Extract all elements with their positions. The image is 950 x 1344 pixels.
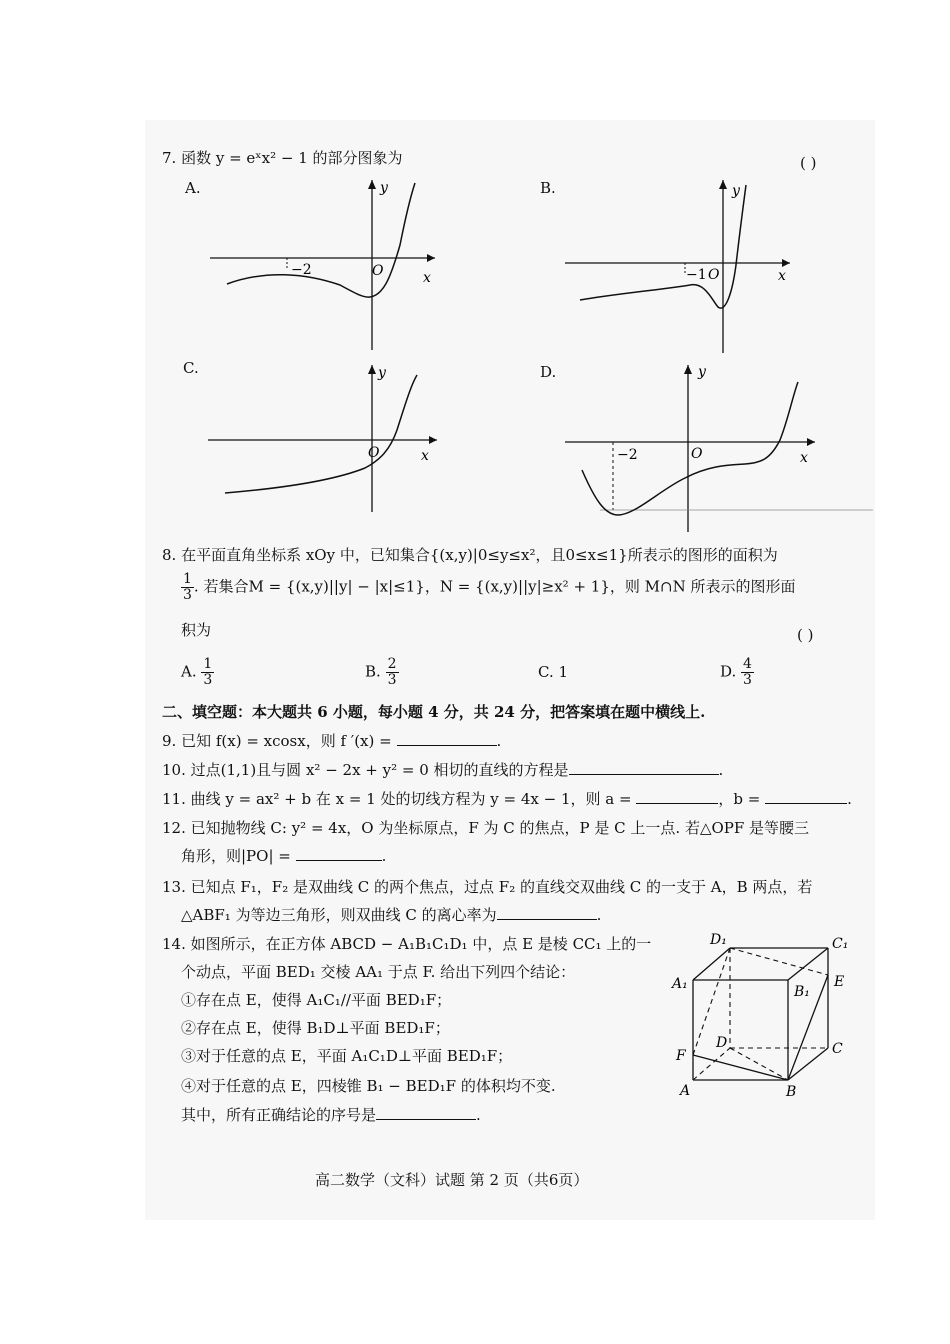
- q8-option-c: C. 1: [538, 663, 569, 681]
- q7-option-c-label: C.: [183, 359, 199, 377]
- q14-answer-blank: [376, 1105, 476, 1120]
- q14-last-line: 其中，所有正确结论的序号是 .: [181, 1106, 481, 1124]
- q7-stem: 7. 函数 y = eˣx² − 1 的部分图象为: [162, 149, 403, 167]
- q11-b-blank: [765, 789, 847, 804]
- q8-option-d: D. $\frac{4}{3}$: [720, 656, 752, 688]
- q7-b-y: y: [732, 183, 740, 199]
- q12-line2: 角形，则|PO| = .: [181, 847, 387, 865]
- q7-graph-d: [560, 360, 880, 535]
- q14-conclusion-4: ④对于任意的点 E，四棱锥 B₁ − BED₁F 的体积均不变.: [181, 1077, 556, 1095]
- cube-label-b: B: [786, 1084, 797, 1100]
- q13-line1: 13. 已知点 F₁，F₂ 是双曲线 C 的两个焦点，过点 F₂ 的直线交双曲线 C 的一支于 A，B 两点，若: [162, 878, 813, 896]
- q14-conclusion-1: ①存在点 E，使得 A₁C₁//平面 BED₁F；: [181, 991, 452, 1009]
- q7-c-x: x: [421, 448, 429, 464]
- cube-label-d1: D₁: [710, 932, 727, 948]
- q8-fraction: $\frac{1}{3}$: [183, 571, 192, 603]
- q7-c-y: y: [378, 365, 386, 381]
- q9: 9. 已知 f(x) = xcosx，则 f ′(x) = .: [162, 732, 502, 750]
- q7-d-tick: −2: [617, 447, 638, 463]
- q7-graph-a: [205, 175, 445, 355]
- cube-label-b1: B₁: [794, 984, 810, 1000]
- q12-answer-blank: [296, 846, 382, 861]
- q14-cube-figure: [668, 930, 858, 1105]
- q11-a-blank: [636, 789, 718, 804]
- cube-label-a: A: [680, 1083, 691, 1099]
- q10: 10. 过点(1,1)且与圆 x² − 2x + y² = 0 相切的直线的方程是 .: [162, 761, 724, 779]
- q7-d-x: x: [800, 450, 808, 466]
- q13-line2: △ABF₁ 为等边三角形，则双曲线 C 的离心率为 .: [181, 906, 602, 924]
- q8-line3: 积为: [181, 621, 212, 639]
- q7-b-origin: O: [708, 267, 720, 283]
- q8-option-a: A. $\frac{1}{3}$: [181, 656, 213, 688]
- cube-label-d: D: [716, 1035, 728, 1051]
- q7-option-a-label: A.: [185, 179, 201, 197]
- q13-answer-blank: [497, 905, 597, 920]
- section-2-heading: 二、填空题：本大题共 6 小题，每小题 4 分，共 24 分，把答案填在题中横线上.: [162, 703, 706, 721]
- q7-graph-c: [205, 360, 445, 520]
- q7-a-x: x: [423, 270, 431, 286]
- q7-graph-b: [560, 175, 800, 355]
- q7-c-origin: O: [368, 445, 380, 461]
- cube-label-c1: C₁: [832, 936, 849, 952]
- q7-a-y: y: [380, 180, 388, 196]
- cube-label-c: C: [832, 1041, 843, 1057]
- q7-a-origin: O: [372, 263, 384, 279]
- page-footer: 高二数学（文科）试题 第 2 页（共6页）: [315, 1171, 589, 1189]
- cube-label-a1: A₁: [672, 976, 688, 992]
- q7-option-d-label: D.: [540, 363, 557, 381]
- q7-a-tick: −2: [291, 262, 312, 278]
- q7-d-y: y: [698, 364, 706, 380]
- q8-line2-wrap: [181, 572, 795, 603]
- q14-line2: 个动点，平面 BED₁ 交棱 AA₁ 于点 F. 给出下列四个结论：: [181, 963, 576, 981]
- q8-option-b: B. $\frac{2}{3}$: [365, 656, 397, 688]
- q14-conclusion-2: ②存在点 E，使得 B₁D⊥平面 BED₁F；: [181, 1019, 450, 1037]
- cube-label-e: E: [834, 974, 845, 990]
- cube-label-f: F: [676, 1048, 686, 1064]
- q10-answer-blank: [569, 760, 719, 775]
- q8-answer-paren: ( ): [797, 626, 814, 644]
- q7-d-origin: O: [691, 446, 703, 462]
- q14-line1: 14. 如图所示，在正方体 ABCD − A₁B₁C₁D₁ 中，点 E 是棱 CC₁ 上的一: [162, 935, 652, 953]
- q7-b-x: x: [778, 268, 786, 284]
- q14-conclusion-3: ③对于任意的点 E，平面 A₁C₁D⊥平面 BED₁F；: [181, 1047, 513, 1065]
- q12-line1: 12. 已知抛物线 C: y² = 4x，O 为坐标原点，F 为 C 的焦点，P 是 C 上一点. 若△OPF 是等腰三: [162, 819, 810, 837]
- q9-answer-blank: [397, 731, 497, 746]
- q7-option-b-label: B.: [540, 179, 556, 197]
- q11: 11. 曲线 y = ax² + b 在 x = 1 处的切线方程为 y = 4x − 1，则 a = ，b = .: [162, 790, 852, 808]
- q8-line1: 8. 在平面直角坐标系 xOy 中，已知集合{(x,y)|0≤y≤x²，且0≤x≤1}所表示的图形的面积为: [162, 546, 778, 564]
- q7-answer-paren: ( ): [800, 154, 817, 172]
- q7-b-tick: −1: [686, 267, 707, 283]
- q8-line2: . 若集合M = {(x,y)||y| − |x|≤1}，N = {(x,y)||y|≥x² + 1}，则 M∩N 所表示的图形面: [193, 577, 796, 596]
